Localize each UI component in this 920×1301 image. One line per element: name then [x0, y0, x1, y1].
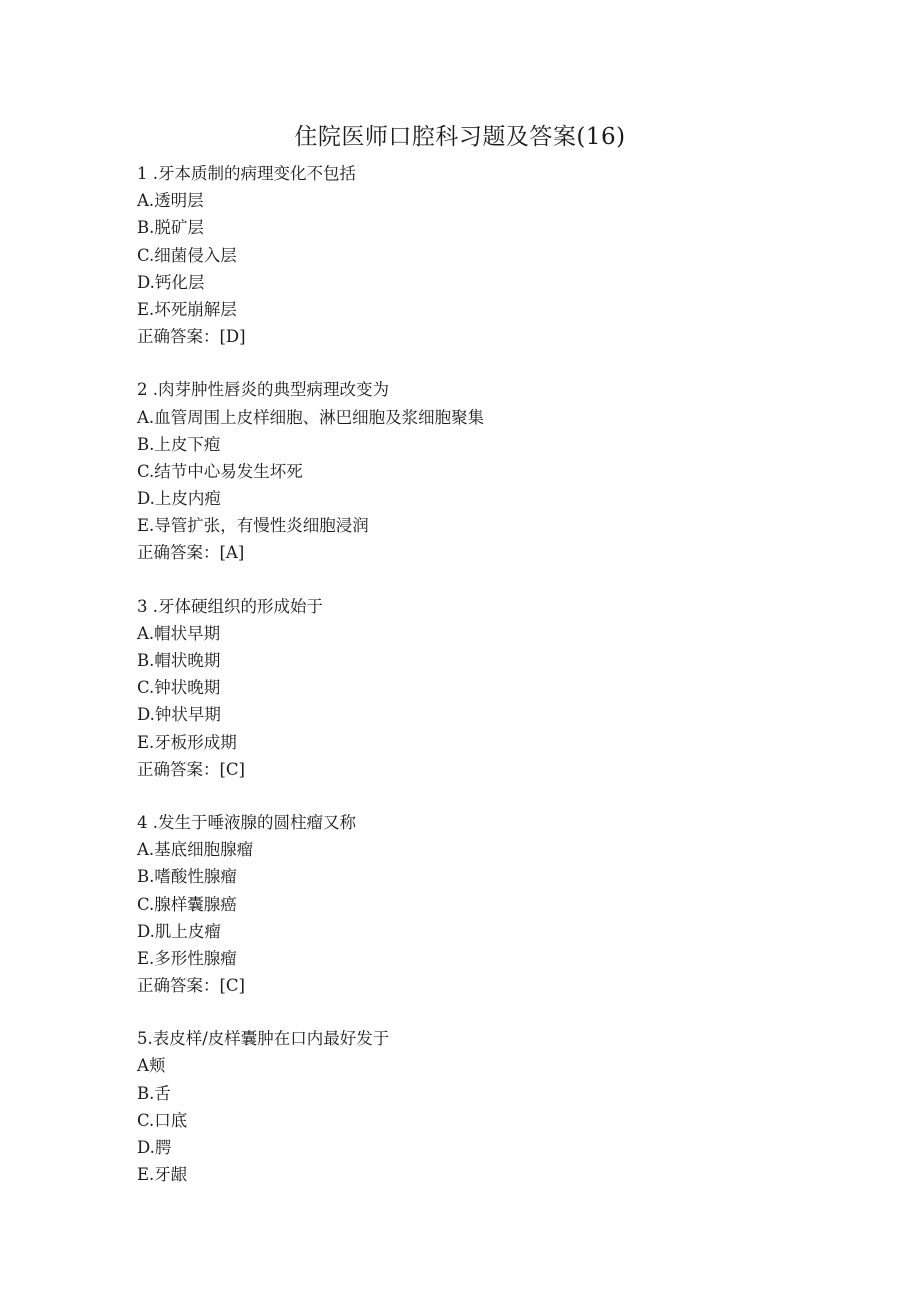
option-d: D.上皮内疱	[137, 489, 221, 509]
question-1	[137, 160, 837, 350]
option-d: D.钟状早期	[137, 705, 221, 725]
option-b: B.帽状晚期	[137, 651, 221, 670]
option-b: B.上皮下疱	[137, 434, 221, 454]
question-4	[137, 809, 837, 999]
option-e: E.牙板形成期	[137, 732, 237, 752]
option-c: C.细菌侵入层	[137, 245, 237, 265]
option-b: B.脱矿层	[137, 218, 204, 238]
option-e: E.坏死崩解层	[137, 299, 237, 319]
question-stem: 5.表皮样/皮样囊肿在口内最好发于	[137, 1029, 390, 1049]
option-b: B.嗜酸性腺瘤	[137, 867, 237, 887]
option-a: A.帽状早期	[137, 623, 221, 643]
option-c: C.腺样囊腺癌	[137, 894, 237, 914]
question-list	[137, 160, 837, 1214]
option-a: A.基底细胞腺瘤	[137, 840, 254, 860]
correct-answer: 正确答案：[C]	[137, 759, 245, 779]
correct-answer: 正确答案：[D]	[137, 327, 246, 347]
option-b: B.舌	[137, 1083, 171, 1103]
option-a: A.血管周围上皮样细胞、淋巴细胞及浆细胞聚集	[137, 407, 485, 427]
question-3	[137, 593, 837, 783]
option-a: A颊	[137, 1056, 166, 1076]
option-c: C.口底	[137, 1110, 188, 1130]
option-c: C.钟状晚期	[137, 678, 221, 698]
correct-answer: 正确答案：[A]	[137, 543, 245, 563]
option-d: D.肌上皮瘤	[137, 921, 221, 941]
option-e: E.导管扩张，有慢性炎细胞浸润	[137, 516, 369, 536]
question-2	[137, 376, 837, 566]
option-e: E.多形性腺瘤	[137, 948, 237, 968]
option-a: A.透明层	[137, 191, 204, 211]
question-5	[137, 1025, 837, 1188]
option-e: E.牙龈	[137, 1165, 188, 1185]
question-stem: 1 .牙本质制的病理变化不包括	[137, 164, 356, 183]
option-d: D.腭	[137, 1138, 172, 1157]
correct-answer: 正确答案：[C]	[137, 976, 245, 996]
option-d: D.钙化层	[137, 272, 205, 292]
question-stem: 3 .牙体硬组织的形成始于	[137, 596, 323, 616]
option-c: C.结节中心易发生坏死	[137, 461, 303, 481]
question-stem: 2 .肉芽肿性唇炎的典型病理改变为	[137, 380, 389, 400]
question-stem: 4 .发生于唾液腺的圆柱瘤又称	[137, 812, 356, 832]
document-title: 住院医师口腔科习题及答案(16)	[294, 124, 626, 150]
